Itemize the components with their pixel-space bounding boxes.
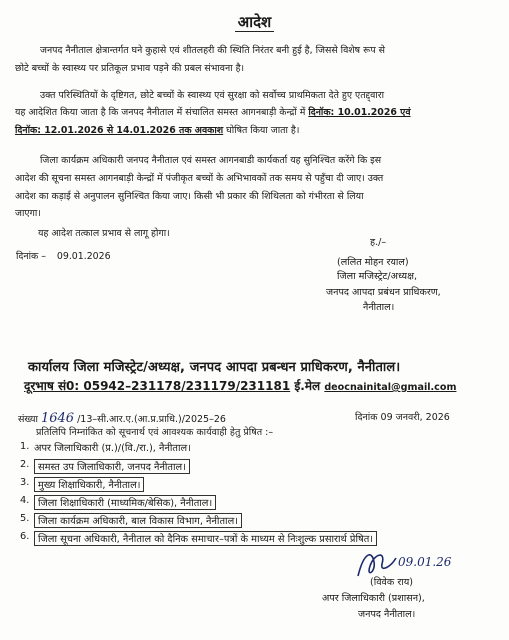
list-item-number: 1. bbox=[20, 441, 30, 452]
holiday-date-1: दिनॉक: 10.01.2026 एवं bbox=[308, 107, 411, 118]
list-item-text: अपर जिलाधिकारी (प्र.)/(वि./रा.), नैनीताल। bbox=[34, 443, 191, 454]
signature1-name: (ललित मोहन रयाल) bbox=[337, 257, 409, 268]
phone-numbers: दूरभाष सं0: 05942–231178/231179/231181 bbox=[24, 379, 291, 393]
signature1-mark: ह./– bbox=[370, 237, 387, 248]
email-address[interactable]: deocnainital@gmail.com bbox=[324, 382, 457, 393]
signature2-designation: अपर जिलाधिकारी (प्रशासन), bbox=[322, 593, 425, 604]
list-item-number: 4. bbox=[20, 495, 30, 506]
holiday-date-range: दिनॉक: 12.01.2026 से 14.01.2026 तक अवकाश bbox=[15, 125, 224, 136]
order-title: आदेश bbox=[0, 12, 509, 32]
handwritten-dispatch-number: 1646 bbox=[40, 411, 75, 426]
list-item-number: 2. bbox=[20, 459, 30, 470]
order-date-label: दिनांक – bbox=[16, 251, 46, 262]
list-item-number: 5. bbox=[20, 513, 30, 524]
office-heading: कार्यालय जिला मजिस्ट्रेट/अध्यक्ष, जनपद आपदा प्रबन्धन प्राधिकरण, नैनीताल। bbox=[28, 360, 401, 375]
list-item-text: जिला सूचना अधिकारी, नैनीताल को दैनिक समाचार–पत्रों के माध्यम से निःशुल्क प्रसारार्थ प्रेषित। bbox=[34, 531, 377, 546]
signature1-designation: जिला मजिस्ट्रेट/अध्यक्ष, bbox=[337, 271, 418, 282]
list-item-text: जिला शिक्षाधिकारी (माध्यमिक/बेसिक), नैनीताल। bbox=[34, 495, 216, 510]
signature2-name: (विवेक राय) bbox=[370, 577, 414, 588]
para3-line3: आदेश का कड़ाई से अनुपालन सुनिश्चित किया जाए। किसी भी प्रकार की शिथिलता को गंभीरता से लिया bbox=[15, 191, 364, 202]
para2-line2-text: यह आदेशित किया जाता है कि जनपद नैनीताल में संचालित समस्त आगनबाड़ी केन्द्रों में bbox=[15, 107, 309, 118]
list-item-number: 6. bbox=[20, 531, 30, 542]
order-date bbox=[16, 250, 111, 263]
list-item-text: जिला कार्यक्रम अधिकारी, बाल विकास विभाग, नैनीताल। bbox=[34, 513, 242, 528]
office-contact bbox=[24, 377, 456, 394]
para3-line4: जाएगा। bbox=[15, 208, 41, 219]
list-item-number: 3. bbox=[20, 477, 30, 488]
para2-line2 bbox=[15, 106, 411, 119]
forward-line: प्रतिलिपि निम्नांकित को सूचनार्थ एवं आवश्यक कार्यवाही हेतु प्रेषित :– bbox=[36, 427, 274, 438]
para3-line1: जिला कार्यक्रम अधिकारी जनपद नैनीताल एवं समस्त आगनबाडी कार्यकर्ता यह सुनिश्चित करेंगे कि इस bbox=[40, 155, 382, 166]
para1-line2: छोटे बच्चों के स्वास्थ्य पर प्रतिकूल प्रभाव पड़ने की प्रबल संभावना है। bbox=[15, 63, 245, 74]
para2-line3-text: घोषित किया जाता है। bbox=[223, 125, 300, 136]
reference-number bbox=[18, 411, 226, 426]
list-item-text: समस्त उप जिलाधिकारी, जनपद नैनीताल। bbox=[34, 459, 190, 474]
para4: यह आदेश तत्काल प्रभाव से लागू होगा। bbox=[38, 228, 170, 239]
email-label: ई.मेल bbox=[290, 379, 325, 393]
para1-line1: जनपद नैनीताल क्षेत्रान्तर्गत घने कुहासे एवं शीतलहरी की स्थिति निरंतर बनी हुई है, जिससे विशेष रूप से bbox=[40, 45, 386, 56]
list-item-text: मुख्य शिक्षाधिकारी, नैनीताल। bbox=[34, 477, 144, 492]
reference-prefix: संख्या bbox=[18, 414, 38, 425]
signature2-place: जनपद नैनीताल। bbox=[358, 609, 416, 620]
para3-line2: आदेश की सूचना समस्त आगनबाड़ी केन्द्रों में पंजीकृत बच्चों के अभिभावकों तक समय से पहुँचा दी जाए। उक्त bbox=[15, 173, 384, 184]
signature1-place: नैनीताल। bbox=[363, 302, 395, 313]
signature1-authority: जनपद आपदा प्रबंधन प्राधिकरण, bbox=[326, 287, 441, 298]
reference-code: /13–सी.आर.ए.(आ.प्र.प्राधि.)/2025–26 bbox=[77, 414, 226, 425]
handwritten-date: 09.01.26 bbox=[398, 555, 452, 569]
reference-date: दिनांक 09 जनवरी, 2026 bbox=[355, 412, 450, 423]
para2-line1: उक्त परिस्थितियों के दृष्टिगत, छोटे बच्चों के स्वास्थ्य एवं सुरक्षा को सर्वोच्च प्राथमिकता देते हुए एतद्द्वारा bbox=[40, 90, 385, 101]
para2-line3 bbox=[15, 124, 299, 137]
order-date-value: 09.01.2026 bbox=[56, 251, 111, 262]
